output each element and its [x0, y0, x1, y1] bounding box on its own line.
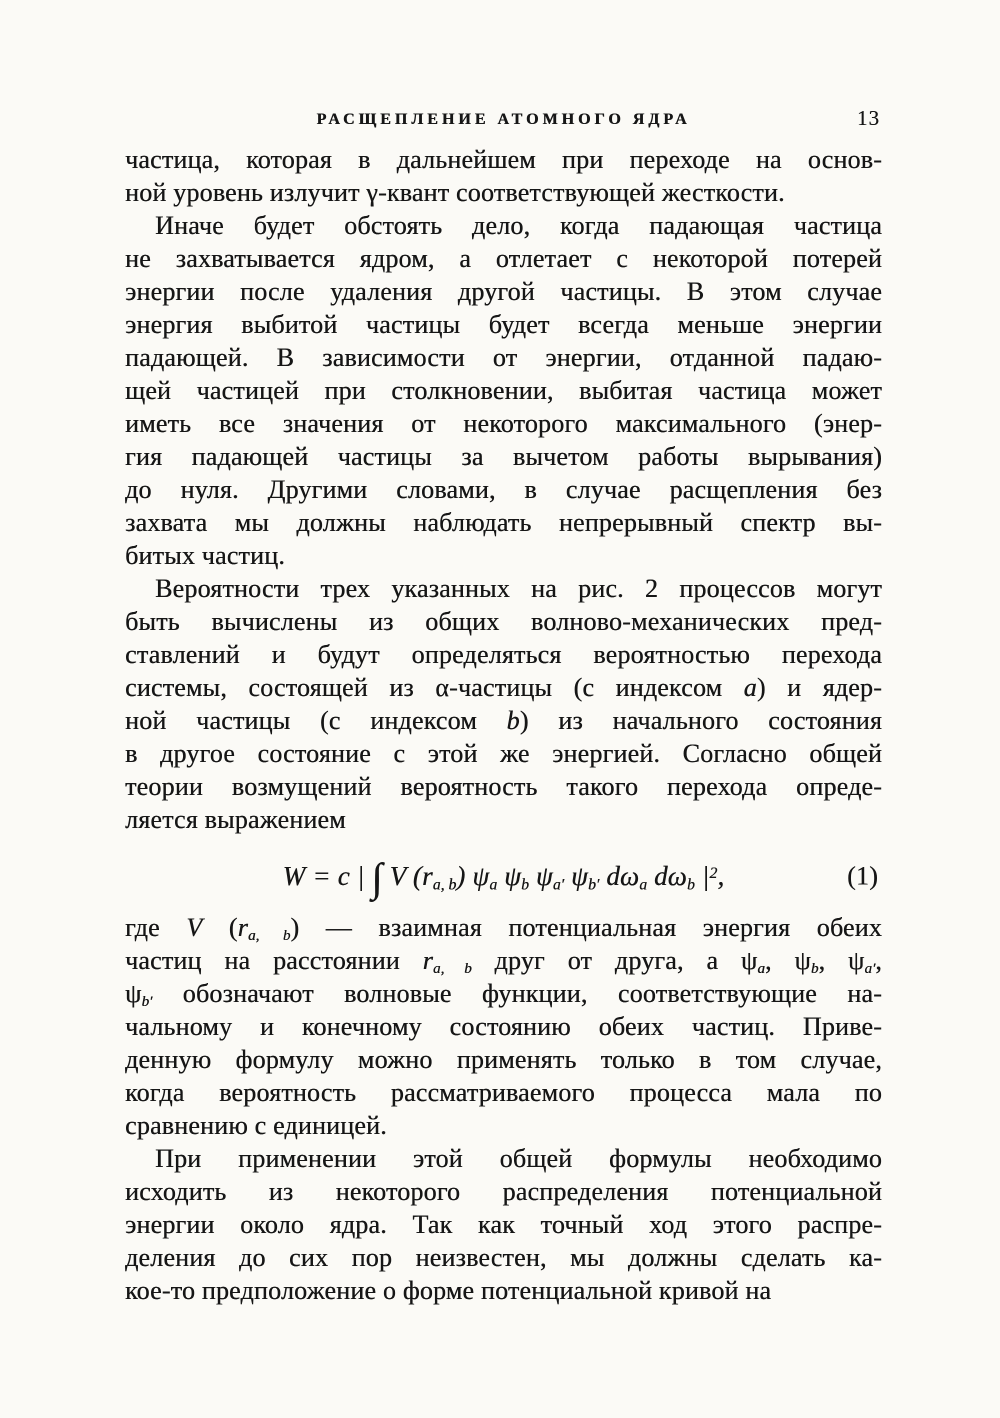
text-line: деления до сих пор неизвестен, мы должны сделать ка- [125, 1243, 882, 1272]
equation-1 [125, 850, 882, 902]
text-line: энергия выбитой частицы будет всегда меньше энергии [125, 310, 882, 339]
text-line: где V $(r_{a, b})$ — взаимная потенциальная энергия обеих [125, 913, 882, 945]
text-line: чальному и конечному состоянию обеих частиц. Приве- [125, 1012, 882, 1041]
text-line: денную формулу можно применять только в том случае, [125, 1045, 882, 1074]
text-line: быть вычислены из общих волново-механических пред- [125, 607, 882, 636]
paragraph [125, 209, 882, 572]
running-header [125, 106, 882, 136]
text-line: иметь все значения от некоторого максимального (энер- [125, 409, 882, 438]
text-line: частиц на расстоянии $r_{a, b}$ друг от друга, а $\psi_a$, $\psi_b$, $\psi_{a'}$, [125, 946, 882, 978]
text-line: щей частицей при столкновении, выбитая частица может [125, 376, 882, 405]
text-line: падающей. В зависимости от энергии, отданной падаю- [125, 343, 882, 372]
page-number: 13 [857, 106, 880, 130]
page-body [125, 143, 882, 1307]
text-line: ставлений и будут определяться вероятностью перехода [125, 640, 882, 669]
text-line: частица, которая в дальнейшем при переходе на основ- [125, 145, 882, 174]
text-line: Иначе будет обстоять дело, когда падающая частица [155, 211, 882, 240]
text-line: При применении этой общей формулы необходимо [155, 1144, 882, 1173]
running-title: РАСЩЕПЛЕНИЕ АТОМНОГО ЯДРА [316, 111, 691, 128]
text-line: не захватывается ядром, а отлетает с некоторой потерей [125, 244, 882, 273]
text-line: системы, состоящей из α-частицы (с индексом a) и ядер- [125, 673, 882, 702]
equation-expression: W = c | ∫ V $(r_{a, b})$ $\psi_a$ $\psi_b$ $\psi_{a'}$ $\psi_{b'}$ $d\omega_a$ $d\omega_b$ $|^2$, [282, 855, 725, 901]
text-line: кое-то предположение о форме потенциальной кривой на [125, 1276, 772, 1305]
equation-number: (1) [847, 861, 878, 891]
text-line: когда вероятность рассматриваемого процесса мала по [125, 1078, 882, 1107]
text-line: $\psi_{b'}$ обозначают волновые функции, соответствующие на- [125, 979, 882, 1011]
text-line: ляется выражением [125, 805, 346, 834]
text-line: исходить из некоторого распределения потенциальной [125, 1177, 882, 1206]
text-line: теории возмущений вероятность такого перехода опреде- [125, 772, 882, 801]
text-line: битых частиц. [125, 541, 285, 570]
text-line: энергии после удаления другой частицы. В этом случае [125, 277, 882, 306]
text-line: Вероятности трех указанных на рис. 2 процессов могут [155, 574, 882, 603]
text-line: сравнению с единицей. [125, 1111, 387, 1140]
text-line: захвата мы должны наблюдать непрерывный спектр вы- [125, 508, 882, 537]
paragraph [125, 572, 882, 836]
text-line: ной уровень излучит γ-квант соответствующей жесткости. [125, 178, 785, 207]
paragraph [125, 143, 882, 209]
text-line: энергии около ядра. Так как точный ход этого распре- [125, 1210, 882, 1239]
text-line: до нуля. Другими словами, в случае расщепления без [125, 475, 882, 504]
paragraph [125, 911, 882, 1142]
text-line: гия падающей частицы за вычетом работы вырывания) [125, 442, 882, 471]
text-line: ной частицы (с индексом b) из начального состояния [125, 706, 882, 735]
text-line: в другое состояние с этой же энергией. Согласно общей [125, 739, 882, 768]
paragraph [125, 1142, 882, 1307]
